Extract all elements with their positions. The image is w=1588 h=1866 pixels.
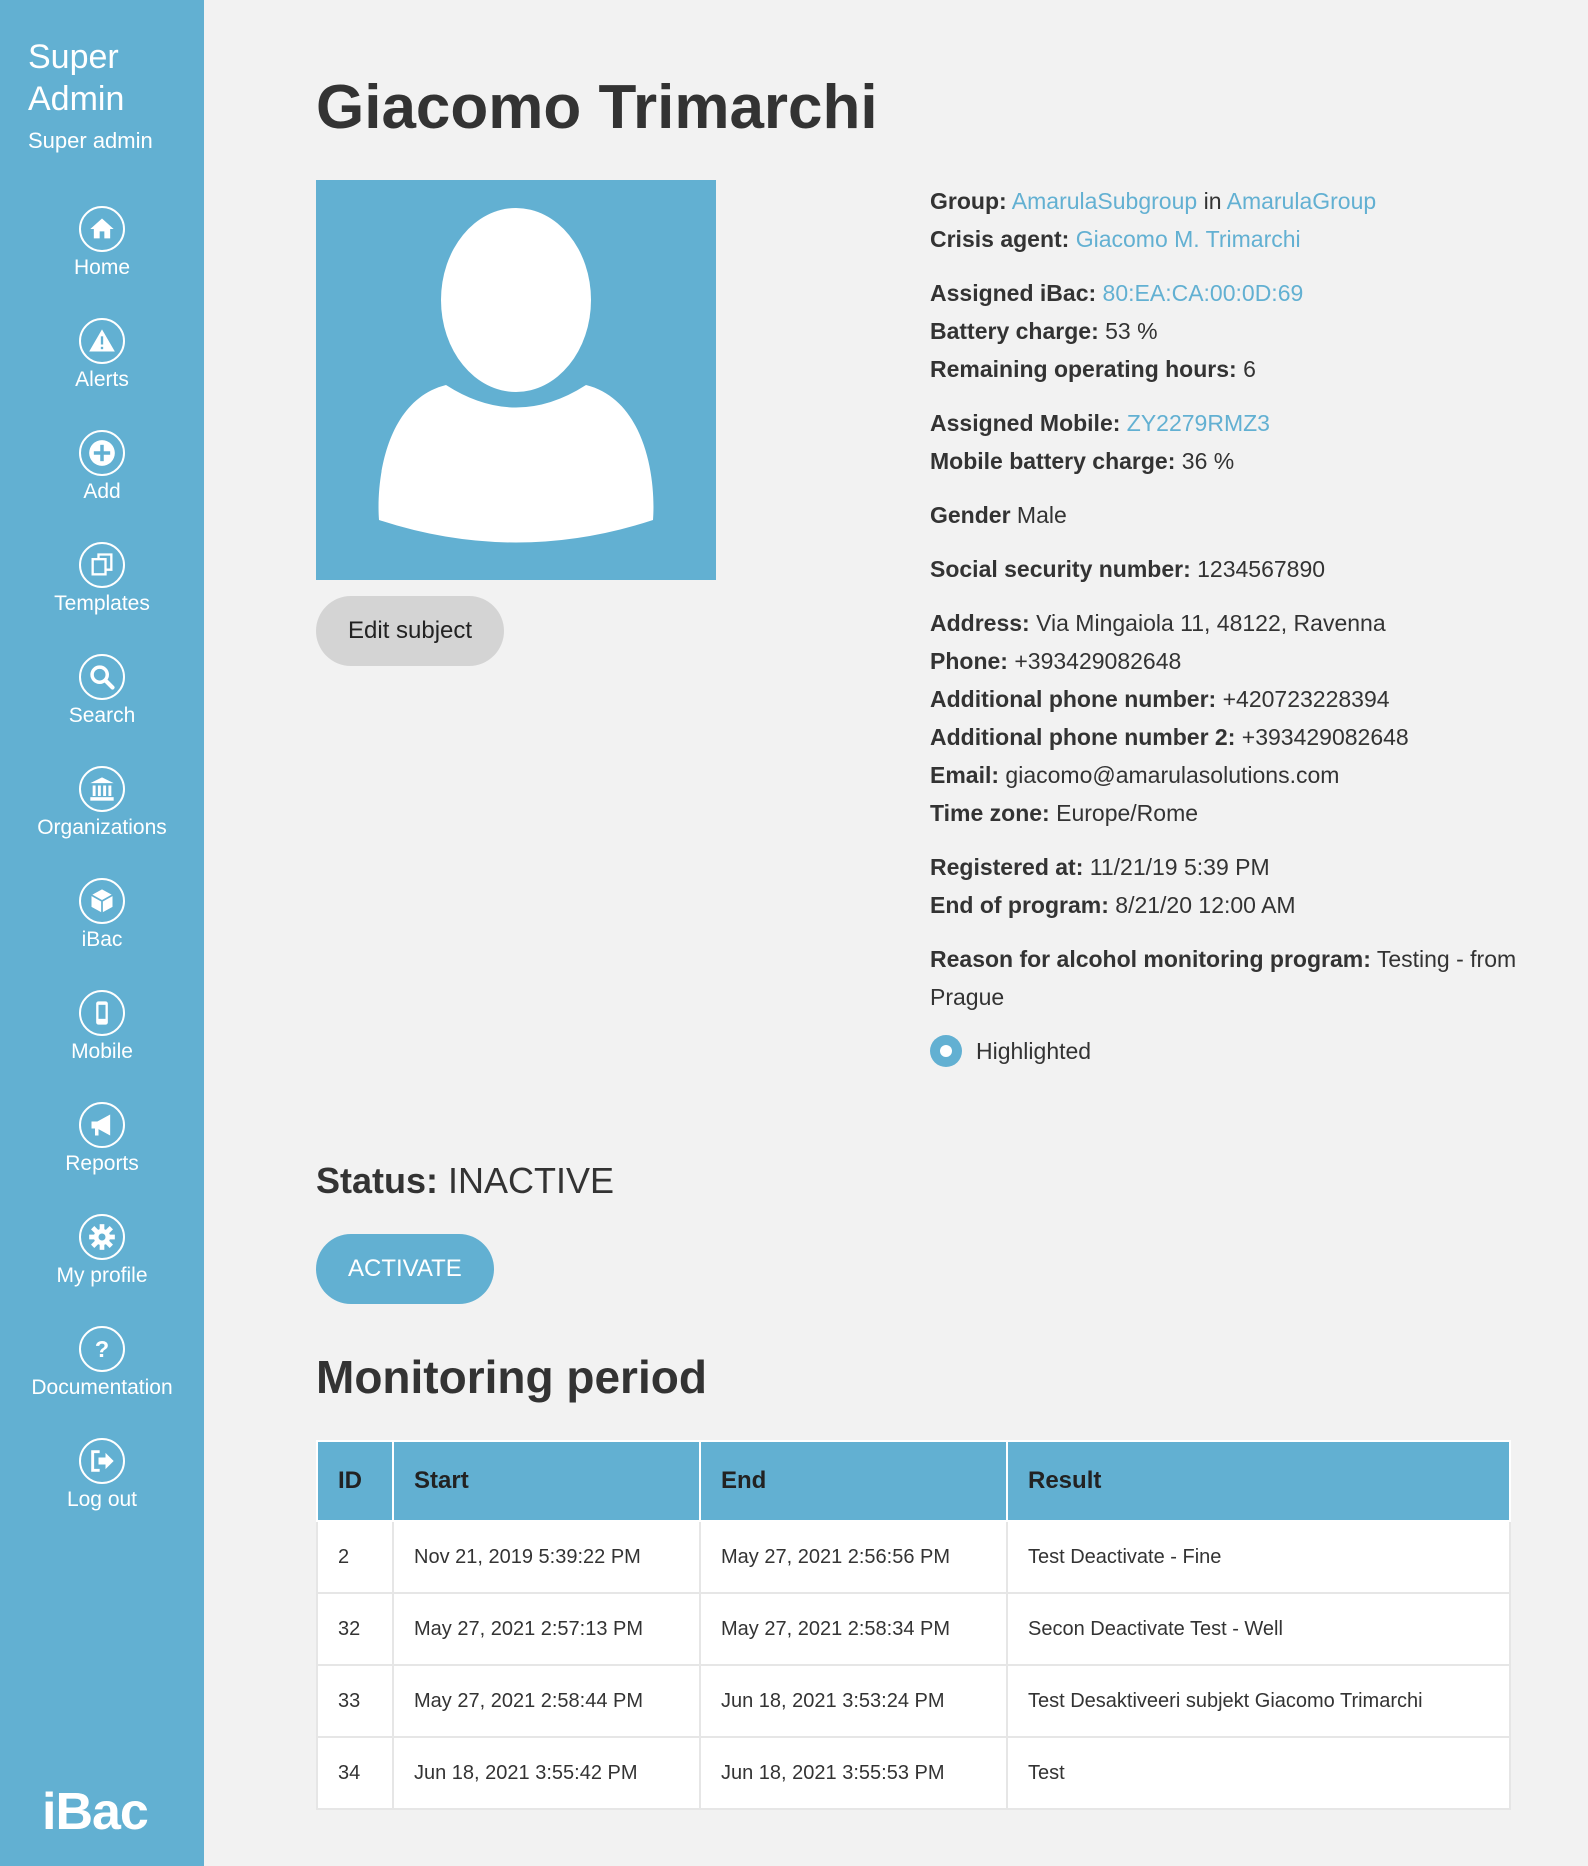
column-header-end: End (700, 1441, 1007, 1521)
sidebar-item-home[interactable] (0, 206, 204, 318)
end-of-program-label: End of program: (930, 892, 1109, 918)
highlighted-label: Highlighted (976, 1038, 1092, 1064)
cell-id: 34 (317, 1737, 393, 1809)
column-header-start: Start (393, 1441, 700, 1521)
sidebar-item-label: Organizations (37, 816, 167, 839)
sidebar-item-log-out[interactable] (0, 1438, 204, 1550)
sidebar-nav (0, 206, 204, 1550)
home-icon (79, 206, 125, 252)
sidebar-item-label: Search (68, 704, 136, 727)
group-in-text: in (1203, 188, 1222, 214)
svg-text:?: ? (94, 1336, 110, 1363)
phone2-label: Additional phone number: (930, 686, 1217, 712)
sidebar-item-ibac[interactable] (0, 878, 204, 990)
cell-result: Test Desaktiveeri subjekt Giacomo Trimarchi (1007, 1665, 1510, 1737)
gender-value: Male (1016, 502, 1067, 528)
hours-value: 6 (1243, 356, 1256, 382)
mobile-link[interactable]: ZY2279RMZ3 (1126, 410, 1270, 436)
cell-end: Jun 18, 2021 3:55:53 PM (700, 1737, 1007, 1809)
group-link[interactable]: AmarulaSubgroup (1011, 188, 1198, 214)
mobile-icon (79, 990, 125, 1036)
ssn-label: Social security number: (930, 556, 1191, 582)
table-row (317, 1521, 1510, 1593)
phone2-value: +420723228394 (1222, 686, 1390, 712)
timezone-value: Europe/Rome (1056, 800, 1199, 826)
templates-icon (79, 542, 125, 588)
cell-start: Jun 18, 2021 3:55:42 PM (393, 1737, 700, 1809)
sidebar-item-label: Add (83, 480, 121, 503)
sidebar-item-organizations[interactable] (0, 766, 204, 878)
cell-end: May 27, 2021 2:58:34 PM (700, 1593, 1007, 1665)
sidebar-title: Super Admin (28, 38, 125, 118)
logout-icon (79, 1438, 125, 1484)
cell-result: Test Deactivate - Fine (1007, 1521, 1510, 1593)
sidebar-item-label: Reports (65, 1152, 139, 1175)
cell-id: 2 (317, 1521, 393, 1593)
sidebar-subtitle: Super admin (28, 128, 153, 153)
cell-end: Jun 18, 2021 3:53:24 PM (700, 1665, 1007, 1737)
cell-start: Nov 21, 2019 5:39:22 PM (393, 1521, 700, 1593)
status-label: Status: (316, 1160, 439, 1201)
ibac-logo[interactable]: iBac (42, 1783, 148, 1841)
address-label: Address: (930, 610, 1030, 636)
table-row (317, 1593, 1510, 1665)
ssn-value: 1234567890 (1197, 556, 1326, 582)
monitoring-period-title: Monitoring period (316, 1351, 707, 1403)
page-title: Giacomo Trimarchi (316, 73, 878, 142)
parent-group-link[interactable]: AmarulaGroup (1226, 188, 1377, 214)
subject-details (930, 182, 1530, 1070)
edit-subject-button[interactable]: Edit subject (316, 596, 504, 666)
column-header-result: Result (1007, 1441, 1510, 1521)
highlighted-toggle[interactable] (930, 1032, 1530, 1070)
bank-icon (79, 766, 125, 812)
email-label: Email: (930, 762, 1000, 788)
sidebar-item-documentation[interactable] (0, 1326, 204, 1438)
cell-id: 33 (317, 1665, 393, 1737)
phone3-label: Additional phone number 2: (930, 724, 1236, 750)
crisis-agent-label: Crisis agent: (930, 226, 1070, 252)
phone-label: Phone: (930, 648, 1008, 674)
hours-label: Remaining operating hours: (930, 356, 1237, 382)
reason-label: Reason for alcohol monitoring program: (930, 946, 1371, 972)
mobile-battery-value: 36 % (1181, 448, 1235, 474)
ibac-label: Assigned iBac: (930, 280, 1097, 306)
cell-result: Test (1007, 1737, 1510, 1809)
mobile-battery-label: Mobile battery charge: (930, 448, 1176, 474)
monitoring-period-table (316, 1440, 1511, 1810)
status-line (316, 1160, 614, 1202)
group-label: Group: (930, 188, 1007, 214)
table-row (317, 1665, 1510, 1737)
status-value: INACTIVE (448, 1160, 615, 1201)
cell-end: May 27, 2021 2:56:56 PM (700, 1521, 1007, 1593)
gender-label: Gender (930, 502, 1011, 528)
sidebar-item-label: Home (73, 256, 131, 279)
phone3-value: +393429082648 (1241, 724, 1409, 750)
sidebar-item-label: Documentation (31, 1376, 173, 1399)
battery-label: Battery charge: (930, 318, 1099, 344)
timezone-label: Time zone: (930, 800, 1050, 826)
user-silhouette-icon (316, 180, 716, 580)
sidebar-item-mobile[interactable] (0, 990, 204, 1102)
sidebar-item-label: Mobile (71, 1040, 133, 1063)
battery-value: 53 % (1105, 318, 1158, 344)
search-icon (79, 654, 125, 700)
sidebar-item-search[interactable] (0, 654, 204, 766)
crisis-agent-link[interactable]: Giacomo M. Trimarchi (1075, 226, 1301, 252)
sidebar-item-alerts[interactable] (0, 318, 204, 430)
sidebar-item-label: My profile (56, 1264, 148, 1287)
cell-start: May 27, 2021 2:58:44 PM (393, 1665, 700, 1737)
phone-value: +393429082648 (1014, 648, 1182, 674)
avatar (316, 180, 716, 580)
alert-icon (79, 318, 125, 364)
activate-button[interactable]: ACTIVATE (316, 1234, 494, 1304)
cell-start: May 27, 2021 2:57:13 PM (393, 1593, 700, 1665)
email-value: giacomo@amarulasolutions.com (1005, 762, 1340, 788)
question-icon (79, 1326, 125, 1372)
ibac-link[interactable]: 80:EA:CA:00:0D:69 (1102, 280, 1304, 306)
end-of-program-value: 8/21/20 12:00 AM (1115, 892, 1296, 918)
sidebar-item-label: Log out (66, 1488, 138, 1511)
sidebar-item-label: iBac (81, 928, 123, 951)
registered-label: Registered at: (930, 854, 1084, 880)
sidebar-item-label: Alerts (75, 368, 129, 391)
table-row (317, 1737, 1510, 1809)
sidebar-item-templates[interactable] (0, 542, 204, 654)
box-icon (79, 878, 125, 924)
table-header-row (317, 1441, 1510, 1521)
cell-result: Secon Deactivate Test - Well (1007, 1593, 1510, 1665)
address-value: Via Mingaiola 11, 48122, Ravenna (1036, 610, 1386, 636)
megaphone-icon (79, 1102, 125, 1148)
sidebar (0, 0, 204, 1866)
cell-id: 32 (317, 1593, 393, 1665)
reason-value: Testing - from Prague (930, 946, 1517, 1010)
column-header-id: ID (317, 1441, 393, 1521)
registered-value: 11/21/19 5:39 PM (1089, 854, 1270, 880)
gear-icon (79, 1214, 125, 1260)
sidebar-item-add[interactable] (0, 430, 204, 542)
mobile-label: Assigned Mobile: (930, 410, 1121, 436)
sidebar-item-reports[interactable] (0, 1102, 204, 1214)
sidebar-item-my-profile[interactable] (0, 1214, 204, 1326)
highlighted-radio-icon[interactable] (930, 1035, 962, 1067)
plus-icon (79, 430, 125, 476)
sidebar-item-label: Templates (54, 592, 150, 615)
